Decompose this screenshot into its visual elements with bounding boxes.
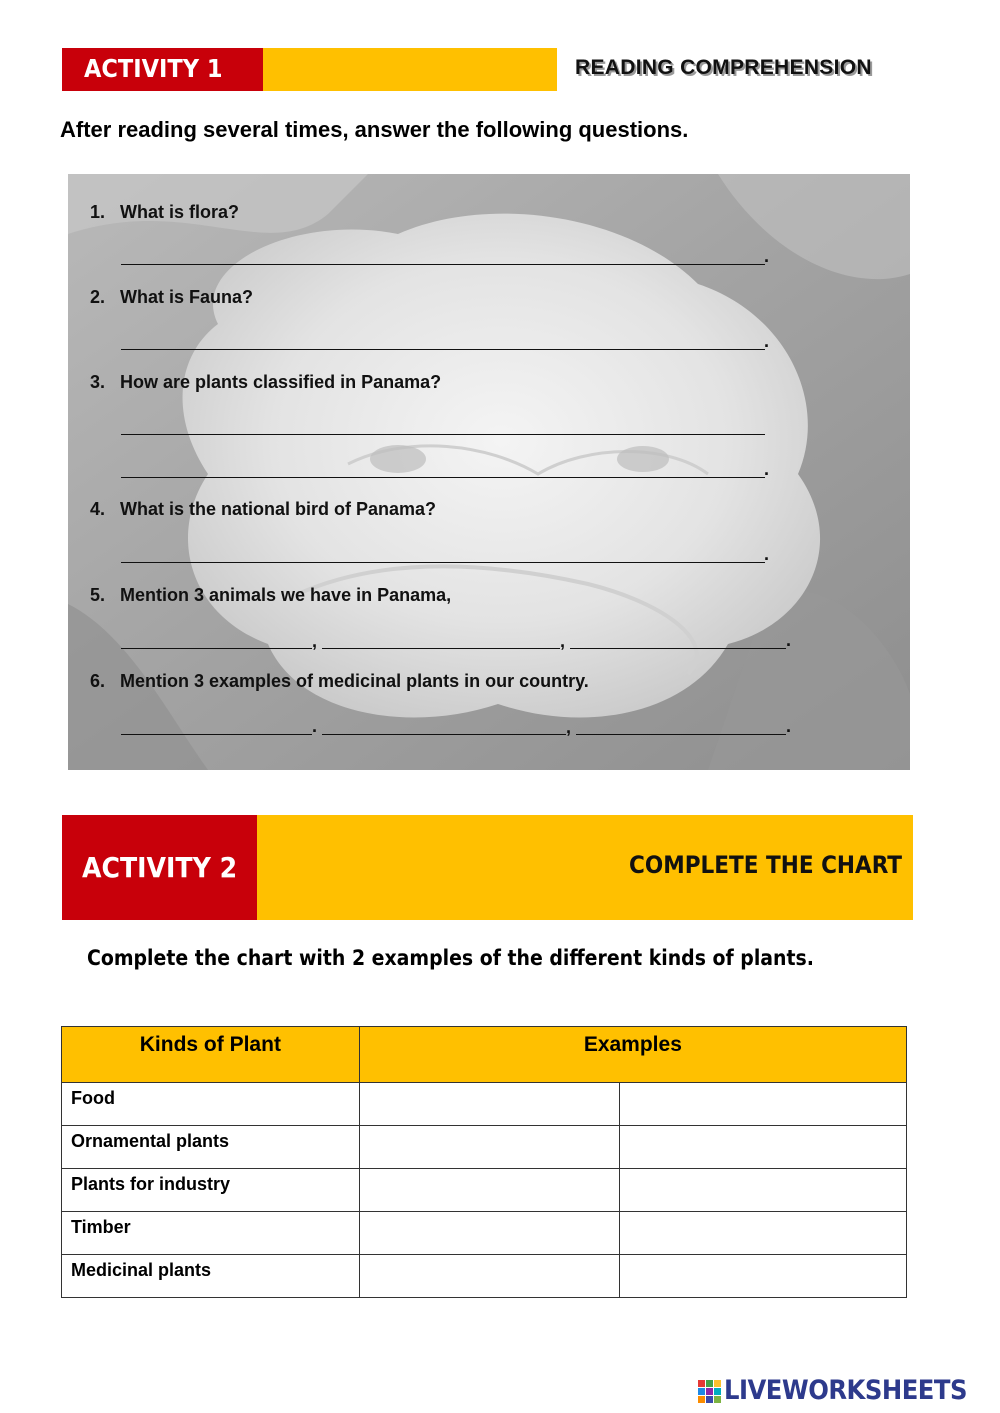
answer-line-5c[interactable] [570,648,786,649]
activity-2-title: COMPLETE THE CHART [629,851,902,879]
period: . [312,716,318,736]
answer-line-2[interactable] [121,349,765,350]
answer-line-6a[interactable] [121,734,312,735]
answer-line-1[interactable] [121,264,765,265]
question-6: 6. Mention 3 examples of medicinal plants in our country. [90,671,589,691]
answer-line-5a[interactable] [121,648,312,649]
activity-2-badge [62,815,257,920]
plants-chart [61,1026,907,1298]
logo-text: LIVEWORKSHEETS [724,1375,967,1406]
table-row [62,1169,907,1212]
activity-2-label: ACTIVITY 2 [82,851,238,884]
table-header-row [62,1027,907,1083]
answer-line-6b[interactable] [322,734,566,735]
table-row [62,1126,907,1169]
header-kinds-of-plant: Kinds of Plant [62,1027,360,1083]
period: . [764,331,770,351]
period: . [764,544,770,564]
example-cell[interactable] [359,1255,620,1298]
period: . [786,716,792,736]
answer-line-3a[interactable] [121,434,765,435]
answer-line-5b[interactable] [322,648,560,649]
table-row [62,1083,907,1126]
example-cell[interactable] [620,1212,907,1255]
questions-panel [68,174,910,770]
row-label: Food [62,1083,360,1126]
example-cell[interactable] [359,1083,620,1126]
example-cell[interactable] [620,1083,907,1126]
row-label: Medicinal plants [62,1255,360,1298]
question-2: 2. What is Fauna? [90,287,254,307]
comma: , [560,631,566,651]
example-cell[interactable] [359,1212,620,1255]
activity-1-label: ACTIVITY 1 [84,54,223,83]
answer-line-4[interactable] [121,562,765,563]
table-row [62,1212,907,1255]
row-label: Timber [62,1212,360,1255]
activity-1-intro: After reading several times, answer the following questions. [60,117,689,142]
row-label: Plants for industry [62,1169,360,1212]
answer-line-3b[interactable] [121,477,765,478]
question-1: 1. What is flora? [90,202,240,222]
period: . [786,630,792,650]
answer-line-6c[interactable] [576,734,786,735]
period: . [764,459,770,479]
activity-2-banner [257,815,913,920]
comma: , [312,631,318,651]
period: . [764,246,770,266]
table-row [62,1255,907,1298]
activity-2-instruction: Complete the chart with 2 examples of the different kinds of plants. [87,946,814,970]
row-label: Ornamental plants [62,1126,360,1169]
example-cell[interactable] [359,1169,620,1212]
comma: , [566,717,572,737]
example-cell[interactable] [620,1126,907,1169]
activity-1-title: READING COMPREHENSION [575,56,872,79]
activity-1-banner [263,48,557,91]
liveworksheets-logo-icon [698,1380,722,1404]
question-3: 3. How are plants classified in Panama? [90,372,442,392]
example-cell[interactable] [620,1255,907,1298]
question-4: 4. What is the national bird of Panama? [90,499,437,519]
example-cell[interactable] [359,1126,620,1169]
header-examples: Examples [359,1027,906,1083]
activity-1-badge [62,48,263,91]
example-cell[interactable] [620,1169,907,1212]
question-5: 5. Mention 3 animals we have in Panama, [90,585,452,605]
